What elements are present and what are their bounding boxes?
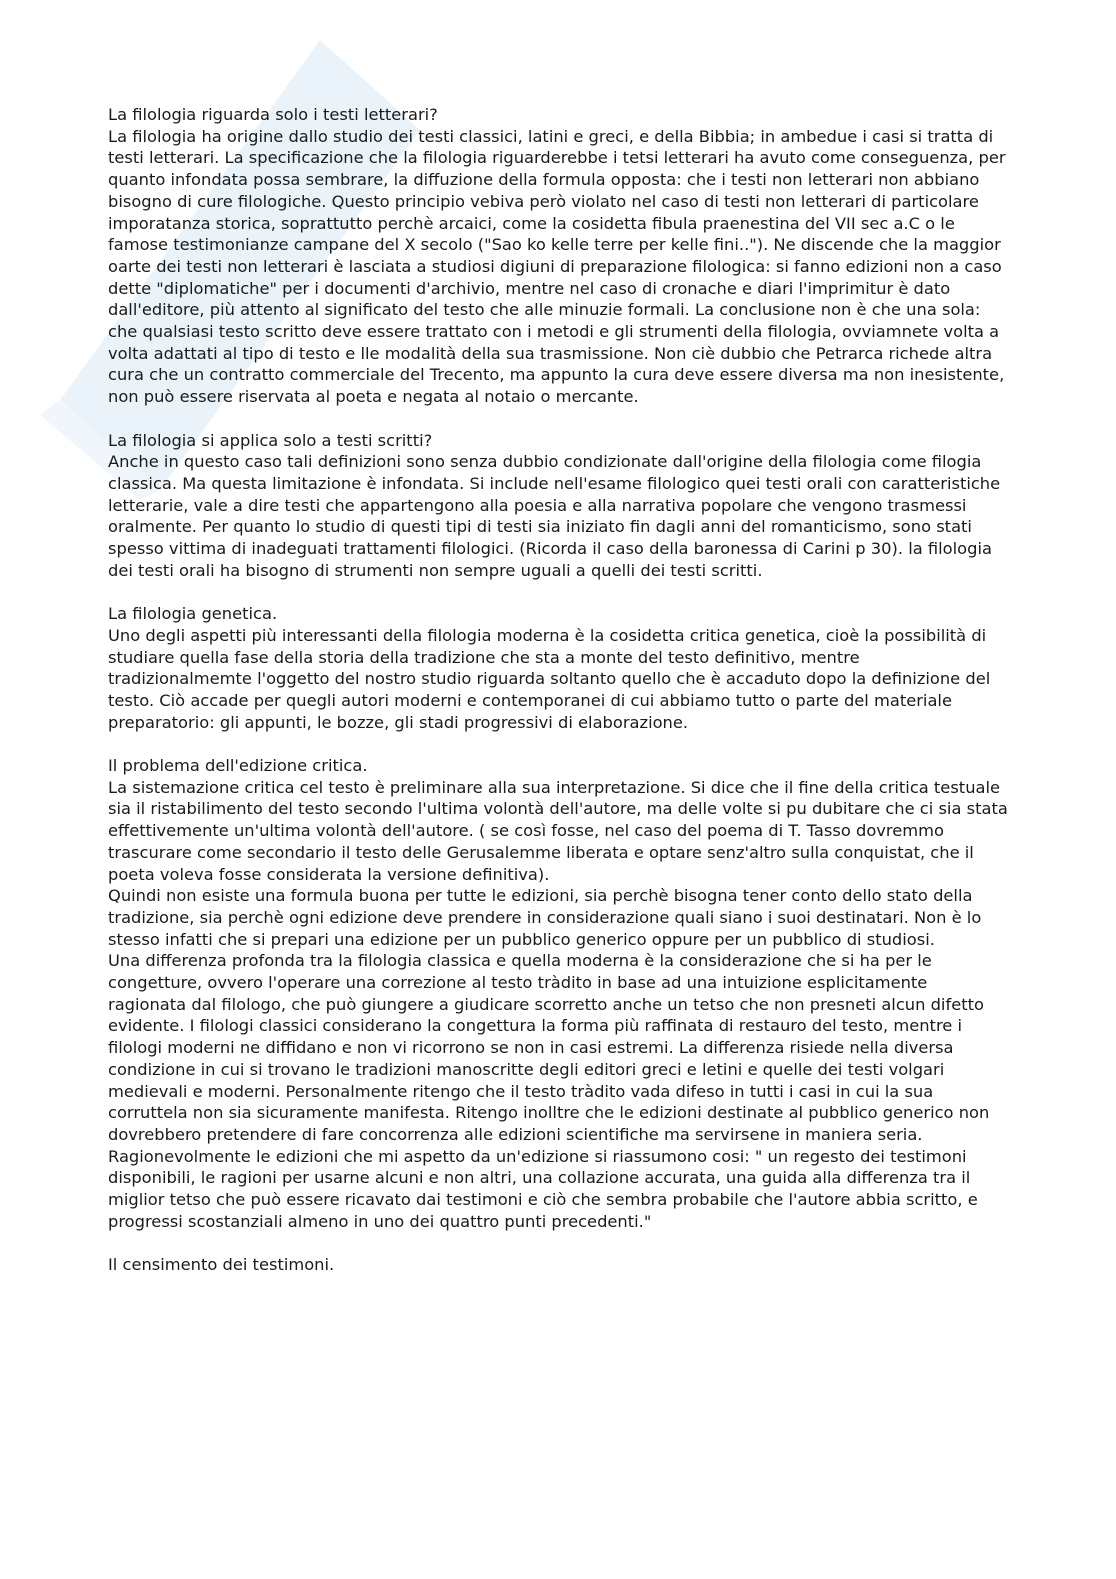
section-paragraph: Uno degli aspetti più interessanti della filologia moderna è la cosidetta critica genetica, cioè la possibilità di studiare quella fase della storia della tradizione che sta a monte del testo definitivo, mentre tradizionalmemte l'oggetto del nostro studio riguarda soltanto quello che è accaduto dopo la definizione del testo. Ciò accade per quegli autori moderni e contemporanei di cui abbiamo tutto o parte del materiale preparatorio: gli appunti, le bozze, gli stadi progressivi di elaborazione. [108,625,991,732]
section-paragraph: Una differenza profonda tra la filologia classica e quella moderna è la considerazione che si ha per le congetture, ovvero l'operare una correzione al testo tràdito in base ad una intuizione esplicitamente ragionata dal filologo, che può giungere a giudicare scorretto anche un tetso che non presneti alcun difetto evidente. I filologi classici considerano la congettura la forma più raffinata di restauro del testo, mentre i filologi moderni ne diffidano e non vi ricorrono se non in casi estremi. La differenza risiede nella diversa condizione in cui si trovano le tradizioni manoscritte degli editori greci e letini e quelle dei testi volgari medievali e moderni. Personalmente ritengo che il testo tràdito vada difeso in tutti i casi in cui la sua corruttela non sia sicuramente manifesta. Ritengo inolltre che le edizioni destinate al pubblico generico non dovrebbero pretendere di fare concorrenza alle edizioni scientifiche ma servirsene in maniera seria. Ragionevolmente le edizioni che mi aspetto da un'edizione si riassumono cosi: " un regesto dei testimoni disponibili, le ragioni per usarne alcuni e non altri, una collazione accurata, una guida alla differenza tra il miglior tetso che può essere ricavato dai testimoni e ciò che sembra probabile che l'autore abbia scritto, e progressi scostanziali almeno in uno dei quattro punti precedenti." [108,951,990,1231]
section-testi-scritti [108,430,1008,582]
section-heading: La filologia si applica solo a testi scritti? [108,430,433,450]
section-paragraph: La filologia ha origine dallo studio dei testi classici, latini e greci, e della Bibbia; in ambedue i casi si tratta di testi letterari. La specificazione che la filologia riguarderebbe i tetsi letterari ha avuto come conseguenza, per quanto infondata possa sembrare, la diffuzione della formula opposta: che i testi non letterari non abbiano bisogno di cure filologiche. Questo principio vebiva però violato nel caso di testi non letterari di particolare imporatanza storica, soprattutto perchè arcaici, come la cosidetta fibula praenestina del VII sec a.C o le famose testimonianze campane del X secolo ("Sao ko kelle terre per kelle fini.."). Ne discende che la maggior oarte dei testi non letterari è lasciata a studiosi digiuni di preparazione filologica: si fanno edizioni non a caso dette "diplomatiche" per i documenti d'archivio, mentre nel caso di cronache e diari l'imprimitur è dato dall'editore, più attento al significato del testo che alle minuzie formali. La conclusione non è che una sola: che qualsiasi testo scritto deve essere trattato con i metodi e gli strumenti della filologia, ovviamnete volta a volta adattati al tipo di testo e lle modalità della sua trasmissione. Non ciè dubbio che Petrarca richede altra cura che un contratto commerciale del Trecento, ma appunto la cura deve essere diversa ma non inesistente, non può essere riservata al poeta e negata al notaio o mercante. [108,126,1006,407]
section-heading: La filologia genetica. [108,604,278,624]
section-paragraph: La sistemazione critica cel testo è preliminare alla sua interpretazione. Si dice che il fine della critica testuale sia il ristabilimento del testo secondo l'ultima volontà dell'autore, ma delle volte si pu dubitare che ci sia stata effettivemente un'ultima volontà dell'autore. ( se così fosse, nel caso del poema di T. Tasso dovremmo trascurare come secondario il testo delle Gerusalemme liberata e optare senz'altro sulla conquistat, che il poeta voleva fosse considerata la versione definitiva). [108,777,1008,884]
section-edizione-critica [108,755,1008,1232]
section-filologia-genetica [108,603,1008,733]
section-testi-letterari [108,104,1008,408]
section-heading: La filologia riguarda solo i testi letterari? [108,105,438,124]
section-censimento-testimoni [108,1254,1008,1276]
section-paragraph: Quindi non esiste una formula buona per tutte le edizioni, sia perchè bisogna tener conto dello stato della tradizione, sia perchè ogni edizione deve prendere in considerazione quali siano i suoi destinatari. Non è lo stesso infatti che si prepari una edizione per un pubblico generico oppure per un pubblico di studiosi. [108,886,982,949]
section-heading: Il problema dell'edizione critica. [108,756,368,776]
document-body [108,104,1008,1298]
section-paragraph: Anche in questo caso tali definizioni sono senza dubbio condizionate dall'origine della filologia come filogia classica. Ma questa limitazione è infondata. Si include nell'esame filologico quei testi orali con caratteristiche letterarie, vale a dire testi che appartengono alla poesia e alla narrativa popolare che vengono trasmessi oralmente. Per quanto lo studio di questi tipi di testi sia iniziato fin dagli anni del romanticismo, sono stati spesso vittima di inadeguati trattamenti filologici. (Ricorda il caso della baronessa di Carini p 30). la filologia dei testi orali ha bisogno di strumenti non sempre uguali a quelli dei testi scritti. [108,452,1001,580]
section-heading: Il censimento dei testimoni. [108,1255,335,1275]
